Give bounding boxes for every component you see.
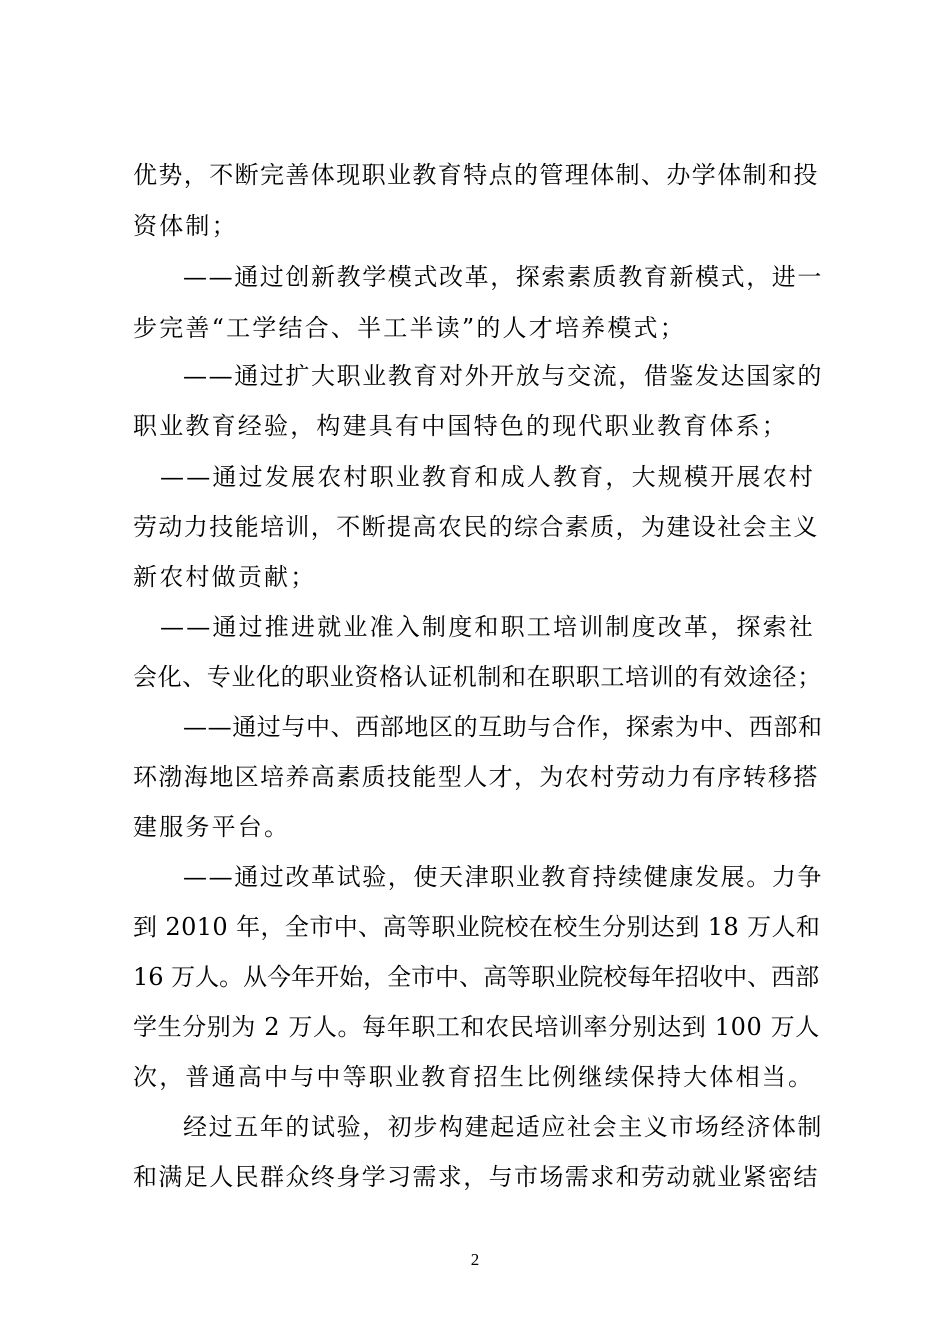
text-line: 资体制； [133, 212, 238, 240]
text-line: 环渤海地区培养高素质技能型人才，为农村劳动力有序转移搭 [133, 763, 819, 791]
text-line: ——通过创新教学模式改革，探索素质教育新模式，进一 [183, 263, 823, 291]
text-line: ——通过改革试验，使天津职业教育持续健康发展。力争 [183, 863, 823, 891]
text-line: ——通过与中、西部地区的互助与合作，探索为中、西部和 [183, 713, 823, 741]
text-line: 会化、专业化的职业资格认证机制和在职职工培训的有效途径； [133, 663, 822, 691]
text-line: ——通过发展农村职业教育和成人教育，大规模开展农村 [160, 463, 815, 491]
text-line: 次，普通高中与中等职业教育招生比例继续保持大体相当。 [133, 1063, 815, 1091]
text-line: 劳动力技能培训，不断提高农民的综合素质，为建设社会主义 [133, 513, 819, 541]
page-number: 2 [470, 1250, 480, 1269]
text-line: 和满足人民群众终身学习需求，与市场需求和劳动就业紧密结 [133, 1163, 819, 1191]
text-line: 经过五年的试验，初步构建起适应社会主义市场经济体制 [183, 1113, 823, 1141]
text-line: 到 2010 年，全市中、高等职业院校在校生分别达到 18 万人和 [133, 913, 821, 941]
text-line: ——通过扩大职业教育对外开放与交流，借鉴发达国家的 [183, 362, 823, 390]
text-line: 学生分别为 2 万人。每年职工和农民培训率分别达到 100 万人 [133, 1013, 820, 1041]
text-line: ——通过推进就业准入制度和职工培训制度改革，探索社 [160, 613, 815, 641]
text-line: 建服务平台。 [133, 813, 291, 841]
text-line: 职业教育经验，构建具有中国特色的现代职业教育体系； [133, 412, 788, 440]
text-line: 新农村做贡献； [133, 563, 317, 591]
text-line: 优势，不断完善体现职业教育特点的管理体制、办学体制和投 [133, 161, 819, 189]
text-line: 步完善“工学结合、半工半读”的人才培养模式； [133, 314, 686, 342]
text-line: 16 万人。从今年开始，全市中、高等职业院校每年招收中、西部 [133, 963, 820, 991]
